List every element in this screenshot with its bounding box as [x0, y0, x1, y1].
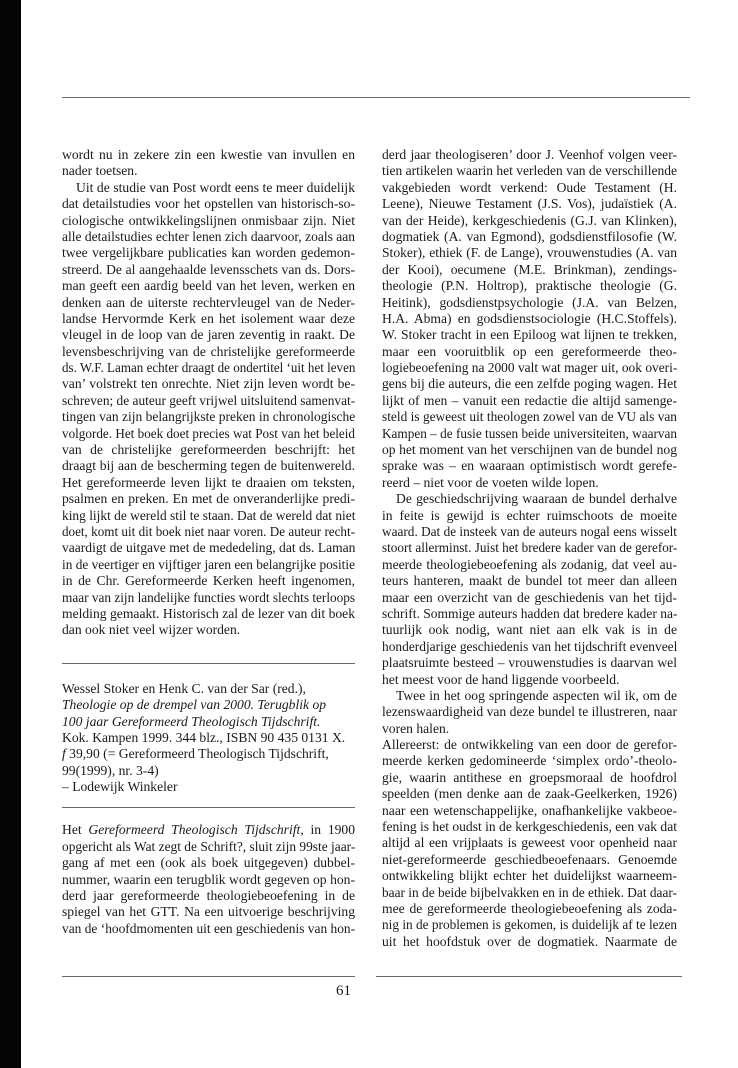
text-line: tuurlijk ook nodig, want niet aan elk vak is in de [382, 622, 677, 638]
text-line: dan ook niet veel wijzer worden. [62, 622, 241, 638]
text-line: Allereerst: de ontwikkeling van een door de gerefor- [382, 737, 677, 753]
text-line: in de Chr. Gereformeerde Kerken heeft ingenomen, [62, 573, 355, 589]
text-line: draagt bij aan de bescherming tegen de buitenwereld. [62, 458, 355, 474]
text-line: speelden (men denke aan de zaak-Geelkerken, 1926) [382, 786, 677, 802]
text-line: nig in de problemen is gekomen, is duidelijk af te lezen [382, 917, 677, 933]
text-line: Uit de studie van Post wordt eens te meer duidelijk [76, 179, 355, 195]
text-line: uit het hoofdstuk over de dogmatiek. Naarmate de [382, 933, 677, 949]
text-line: vaardigt de uitgave met de mededeling, dat ds. Laman [62, 540, 356, 556]
text-line: vleugel in de loop van de jaren zeventig in raakt. De [62, 327, 355, 343]
italic-text: 100 jaar Gereformeerd Theologisch Tijdschrift. [62, 713, 321, 729]
page-number: 61 [336, 983, 351, 999]
text-line: ds. W.F. Laman echter draagt de ondertitel ‘uit het leven [62, 360, 356, 376]
text-line: De geschiedschrijving waaraan de bundel derhalve [396, 491, 677, 507]
paragraph [62, 147, 355, 180]
text-line: gie, waarin antithese en groepsmoraal de hoofdrol [382, 769, 677, 785]
text-line: vakgebieden wordt verkend: Oude Testament (H. [382, 179, 677, 195]
paragraph [382, 147, 677, 491]
text-line: niet-gereformeerde geschiedbeoefenaars. Genoemde [382, 851, 677, 867]
text-line: spiegel van het GTT. Na een uitvoerige beschrijving [62, 904, 355, 920]
text-line: lezenswaardigheid van deze bundel te illustreren, naar [382, 704, 677, 720]
text-line: – Lodewijk Winkeler [62, 779, 178, 795]
book-reference [62, 681, 355, 796]
italic-text: Theologie op de drempel van 2000. Terugblik op [62, 697, 327, 713]
text-line: Wessel Stoker en Henk C. van der Sar (red.), [62, 680, 306, 696]
text-line: Heitink), godsdienstpsychologie (J.A. van Belzen, [382, 294, 677, 310]
text-line: waard. Dat de insteek van de auteurs nogal eens wisselt [382, 523, 677, 539]
text-line: maar van zijn landelijke functies wordt slechts terloops [62, 589, 356, 605]
text-line: Kok. Kampen 1999. 344 blz., ISBN 90 435 0131 X. [62, 729, 346, 745]
text-line: Kampen – de fusie tussen beide universiteiten, waarvan [382, 425, 677, 441]
paragraph [382, 491, 677, 688]
text-line: naar een wetenschappelijke, onafhankelijke vakbeoe- [382, 802, 677, 818]
text-line: derd jaar theologiseren’ door J. Veenhof volgen veer- [382, 147, 677, 162]
paragraph [62, 180, 355, 639]
italic-text: f [62, 746, 66, 762]
text-line: van de ‘hoofdmomenten uit een geschiedenis van hon- [62, 920, 356, 936]
text-line: van der Heide), kerkgeschiedenis (G.J. van Klinken), [382, 212, 677, 228]
text-line: gang af met een (ook als boek uitgegeven) dubbel- [62, 855, 355, 871]
text-line [62, 697, 355, 713]
section-divider [62, 807, 355, 808]
text-segment: Het [62, 822, 89, 838]
text-line: meerde kerken gedomineerde ‘simplex ordo’-theolo- [382, 753, 677, 769]
text-line: altijd al een vrijplaats is geweest voor openheid naar [382, 835, 677, 851]
text-line: streerd. De al aangehaalde levensschets van ds. Dors- [62, 261, 355, 277]
text-line: levensbeschrijving van de christelijke gereformeerde [62, 343, 355, 359]
section-divider [62, 663, 355, 664]
text-segment: 39,90 (= Gereformeerd Theologisch Tijdschrift, [65, 746, 329, 762]
text-line: tingen van zijn belangrijkste preken in chronologische [62, 409, 356, 425]
text-line: reerd – niet voor de voeten wilde lopen. [382, 474, 599, 490]
text-line: king lijkt de wereld stil te staan. Dat de wereld dat niet [62, 507, 356, 523]
text-line: van de christelijke gereformeerden beschrijft: het [62, 442, 355, 458]
right-column [382, 147, 677, 950]
text-line: psalmen en preken. En met de onveranderlijke predi- [62, 491, 355, 507]
text-line: Stoker), ethiek (F. de Lange), vrouwenstudies (A. van [382, 245, 677, 261]
text-line: voren halen. [382, 720, 450, 736]
text-line: stoort allerminst. Juist het bredere kader van de gerefor- [382, 540, 678, 556]
text-line: dogmatiek (A. van Egmond), godsdienstfilosofie (W. [382, 228, 677, 244]
paragraph [382, 737, 677, 950]
text-line: 99(1999), nr. 3-4) [62, 762, 159, 778]
text-line: nader toetsen. [62, 163, 138, 179]
text-line: H.A. Abma) en godsdienstsociologie (H.C.Stoffels). [382, 310, 677, 326]
text-line: mee de gereformeerde theologiebeoefening als zoda- [382, 900, 677, 916]
text-line: sprake was – en waaraan optimistisch wordt gerefe- [382, 458, 677, 474]
text-line: twee vergelijkbare publicaties kan worden gedemon- [62, 245, 355, 261]
text-line: W. Stoker tracht in een Epiloog wat lijnen te trekken, [382, 327, 677, 343]
left-column [62, 147, 355, 937]
text-line: schrift. Sommige auteurs hadden dat bredere kader na- [382, 605, 678, 621]
text-line: nummer, waarin een terugblik wordt gegeven op hon- [62, 871, 355, 887]
text-line: het meest voor de hand liggende voorbeeld. [382, 671, 620, 687]
text-line: der Kooi), oecumene (M.E. Brinkman), zendings- [382, 261, 677, 277]
text-line: steld is geweest uit theologen zowel van de VU als van [382, 409, 677, 425]
text-line: fening is het oudst in de kerkgeschiedenis, een vak dat [382, 819, 677, 835]
text-line: wordt nu in zekere zin een kwestie van invullen en [62, 147, 355, 162]
text-line: gens bij die auteurs, die een zelfde poging wagen. Het [382, 376, 677, 392]
text-line: ciologische ontwikkelingslijnen onmisbaar zijn. Niet [62, 212, 355, 228]
paragraph [62, 822, 355, 937]
text-line: ontwikkeling blijkt echter het duidelijkst waarneem- [382, 868, 677, 884]
text-line: alle detailstudies echter lenen zich daarvoor, zoals aan [62, 228, 355, 244]
text-line: meerde theologiebeoefening als zodanig, dat veel au- [382, 556, 677, 572]
text-segment: , in 1900 [300, 822, 356, 838]
text-line: maar een vooruitblik op een gereformeerde theo- [382, 343, 677, 359]
text-line: Leene), Nieuwe Testament (J.S. Vos), judaïstiek (A. [382, 196, 677, 212]
footer-rule-right [376, 976, 682, 977]
italic-text: Gereformeerd Theologisch Tijdschrift [88, 822, 301, 838]
text-line: theologie (P.N. Holtrop), praktische theologie (G. [382, 278, 677, 294]
text-line: volgorde. Het boek doet precies wat Post van het beleid [62, 425, 355, 441]
paragraph [382, 688, 677, 737]
text-line: dat detailstudies voor het opstellen van historisch-so- [62, 196, 355, 212]
text-line: honderdjarige geschiedenis van het tijdschrift evenveel [382, 638, 678, 654]
header-rule [62, 97, 690, 98]
text-line [62, 714, 355, 730]
text-line: melding gemaakt. Historisch zal de lezer van dit boek [62, 605, 355, 621]
text-line: derd jaar gereformeerde theologiebeoefening in de [62, 888, 355, 904]
text-line [62, 822, 355, 838]
text-line: maar een overzicht van de geschiedenis van het tijd- [382, 589, 677, 605]
text-line: lijkt of men – vanuit een redactie die altijd samenge- [382, 392, 677, 408]
text-line: schreven; de auteur geeft vrijwel uitsluitend samenvat- [62, 392, 356, 408]
text-line: plaatsruimte besteed – vrouwenstudies is daarvan wel [382, 655, 677, 671]
text-line: Het gereformeerde leven lijkt te draaien om teksten, [62, 474, 355, 490]
text-line: logiebeoefening na 2000 valt wat mager uit, ook overi- [382, 360, 678, 376]
text-line: in de veertiger en vijftiger jaren een belangrijke positie [62, 556, 355, 572]
scan-edge-shadow [0, 0, 21, 1068]
footer-rule-left [62, 976, 355, 977]
text-line: man geeft een aardig beeld van het leven, werken en [62, 278, 355, 294]
text-line: in feite is gewijd is echter ruimschoots de moeite [382, 507, 677, 523]
text-line: van’ volstrekt ten onrechte. Niet zijn leven wordt be- [62, 376, 355, 392]
text-line: op het moment van het verschijnen van de bundel nog [382, 442, 677, 458]
text-line: doet, komt uit dit boek niet naar voren. De auteur recht- [62, 523, 355, 539]
text-line: tien artikelen waarin het verleden van de verschillende [382, 163, 678, 179]
text-line: baar in de beide bijbelvakken en in de ethiek. Dat daar- [382, 884, 677, 900]
text-line: teurs hanteren, maakt de bundel tot meer dan alleen [382, 573, 677, 589]
text-line [62, 746, 355, 762]
text-line: landse Hervormde Kerk en het isolement waar deze [62, 310, 355, 326]
text-line: opgericht als Wat zegt de Schrift?, sluit zijn 99ste jaar- [62, 838, 356, 854]
text-line: Twee in het oog springende aspecten wil ik, om de [396, 687, 677, 703]
text-line: denken aan de uiterste rechtervleugel van de Neder- [62, 294, 355, 310]
